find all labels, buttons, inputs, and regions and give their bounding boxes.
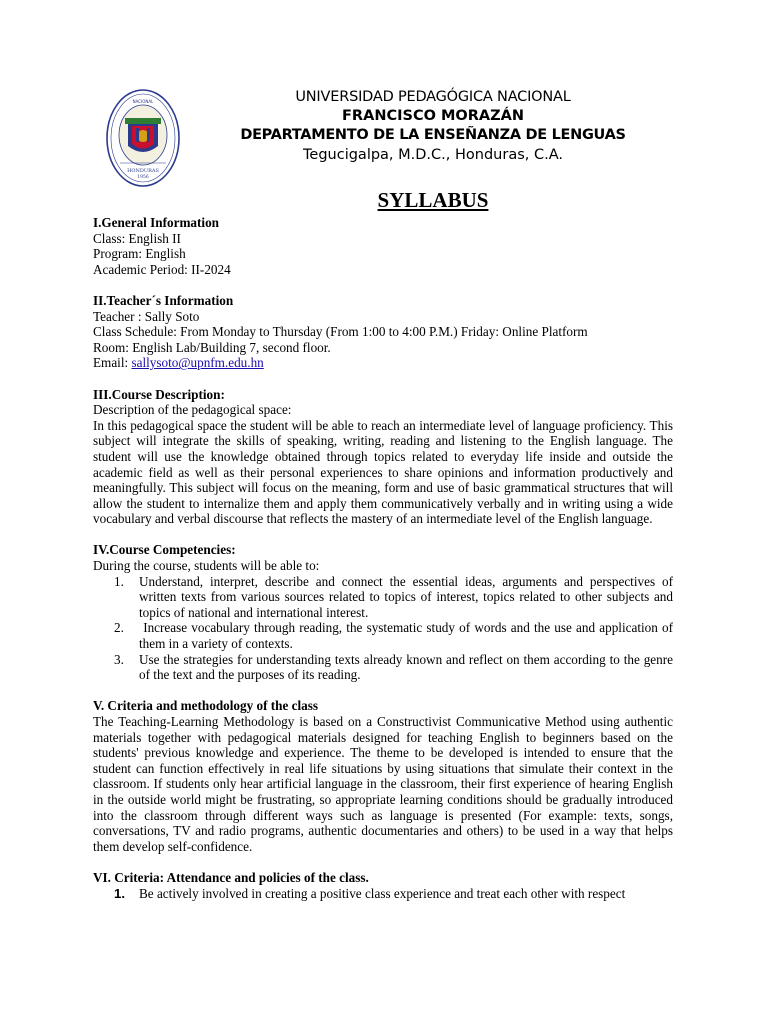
description-body: In this pedagogical space the student will be able to reach an intermediate level of language proficiency. This subject will integrate the skills of speaking, writing, reading and listening to the English language. The student will use the knowledge obtained through topics related to everyday life inside and outside the academic field as well as their personal experiences to share opinions and information productively and meaningfully. This subject will focus on the meaning, form and use of basic grammatical structures that will allow the student to internalize them and apply them communicatively verbally and in writing using a wide vocabulary and verbal discourse that reflects the mastery of an intermediate level of the English language. [93,417,673,527]
period-line: Academic Period: II-2024 [93,261,231,277]
document-header [200,88,666,166]
methodology-body: The Teaching-Learning Methodology is based on a Constructivist Communicative Method using authentic materials together with pedagogical materials designed for teaching English to beginners based on the students' previous knowledge and experience. The theme to be developed is intended to ensure that the student can function effectively in real life situations by using situations that simulate their context in the classroom. If students only hear artificial language in the classroom, their first experience of hearing English in the outside world might be frustrating, so appropriate learning conditions should be gradually introduced into the classroom through different ways such as language is presented (For example: texts, songs, conversations, TV and radio programs, authentic documentaries and others) to be used in a way that helps them develop self-confidence. [93,714,673,854]
seal-country-text: HONDURAS [127,168,159,174]
teacher-line: Teacher : Sally Soto [93,308,200,324]
section-heading-general: I.General Information [93,215,220,230]
competencies-intro: During the course, students will be able to: [93,558,320,574]
list-item [93,886,673,902]
university-seal-logo [106,88,180,188]
list-text: Understand, interpret, describe and connect the essential ideas, arguments and perspectives of written texts from various sources related to topics of interest, topics related to other subjects and topics of national and international interest. [139,573,673,620]
program-line: Program: English [93,246,186,262]
description-intro: Description of the pedagogical space: [93,402,292,418]
competencies-list [93,573,677,683]
university-name: UNIVERSIDAD PEDAGÓGICA NACIONAL [295,89,571,105]
email-line [93,355,673,371]
syllabus-body [93,215,677,901]
list-number: 2. [114,620,124,636]
schedule-line: Class Schedule: From Monday to Thursday (From 1:00 to 4:00 P.M.) Friday: Online Platform [93,324,588,340]
page-title: SYLLABUS [377,188,489,212]
section-heading-teacher: II.Teacher´s Information [93,292,234,308]
section-heading-attendance: VI. Criteria: Attendance and policies of the class. [93,869,369,885]
list-item [93,652,673,683]
list-item [93,574,673,621]
section-heading-competencies: IV.Course Competencies: [93,542,236,558]
list-text: Use the strategies for understanding texts already known and reflect on them according to the genre of the text and the purposes of its reading. [139,651,673,683]
section-heading-methodology: V. Criteria and methodology of the class [93,698,319,714]
university-subtitle: FRANCISCO MORAZÁN [342,108,524,124]
list-item [93,620,677,652]
email-link[interactable]: sallysoto@upnfm.edu.hn [131,355,264,371]
department-name: DEPARTAMENTO DE LA ENSEÑANZA DE LENGUAS [240,127,626,143]
list-text: Increase vocabulary through reading, the systematic study of words and the use and application of them in a variety of contexts. [139,620,677,652]
room-line: Room: English Lab/Building 7, second floor. [93,339,331,355]
class-line: Class: English II [93,230,181,246]
seal-top-text: NACIONAL [132,99,154,104]
location: Tegucigalpa, M.D.C., Honduras, C.A. [303,147,563,163]
email-label: Email: [93,355,132,371]
list-number: 3. [114,651,124,667]
list-number: 1. [114,573,124,589]
section-heading-description: III.Course Description: [93,386,225,402]
seal-year-text: 1956 [137,175,149,180]
list-number: 1. [114,885,125,901]
policies-list [93,886,673,902]
list-text: Be actively involved in creating a positive class experience and treat each other with respect [139,885,626,901]
